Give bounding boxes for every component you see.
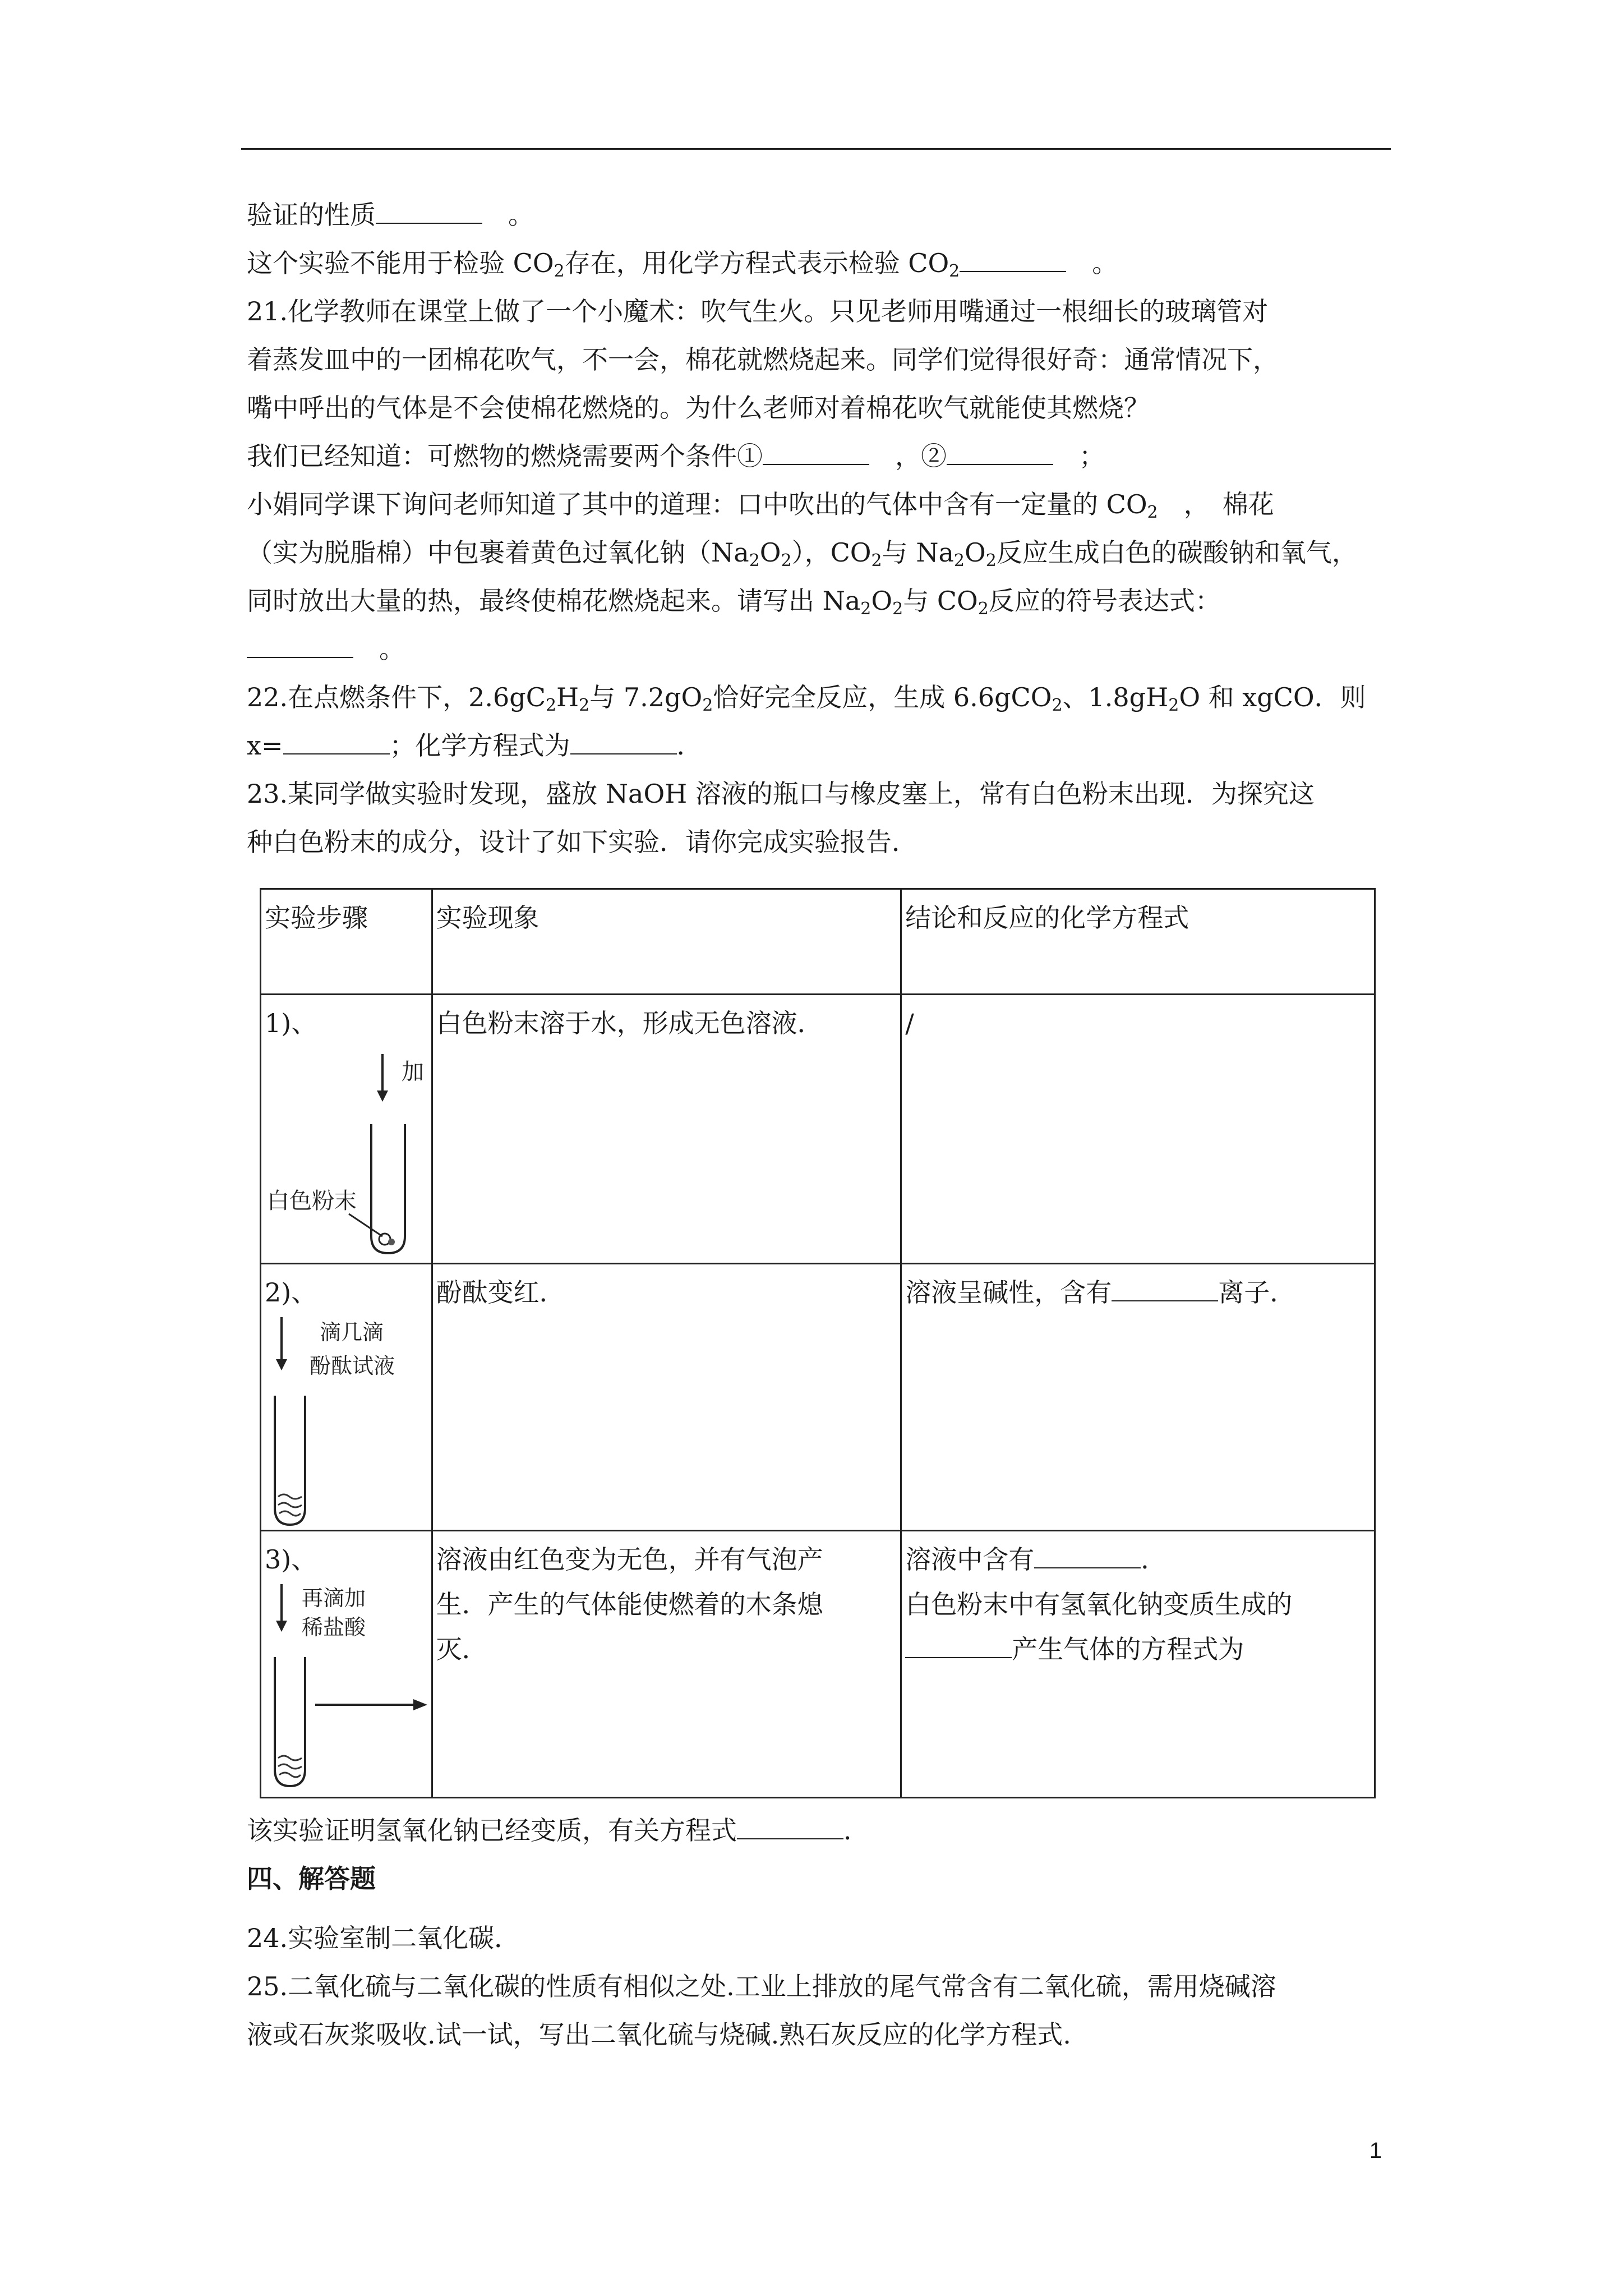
- q21-line4: 我们已经知道：可燃物的燃烧需要两个条件① ，② ；: [247, 432, 1380, 480]
- document-body-lower: [247, 1806, 1380, 2059]
- q23-line2: 种白色粉末的成分，设计了如下实验．请你完成实验报告．: [247, 827, 917, 857]
- answer-blank[interactable]: [763, 435, 869, 465]
- header-step: 实验步骤: [261, 889, 432, 995]
- q21-line8: 。: [247, 625, 1380, 673]
- q24-line: 24.实验室制二氧化碳．: [247, 1923, 520, 1953]
- test-tube-figure-3: [265, 1579, 433, 1797]
- step-cell: [261, 1264, 432, 1531]
- answer-blank[interactable]: [1034, 1538, 1141, 1568]
- figure-label-add-again: 再滴加: [302, 1586, 366, 1611]
- answer-blank[interactable]: [947, 435, 1053, 465]
- q23-line1: 23.某同学做实验时发现，盛放 NaOH 溶液的瓶口与橡皮塞上，常有白色粉末出现．为探究这: [247, 779, 1315, 809]
- q20-line1: 验证的性质 。: [247, 191, 1380, 239]
- table-row: [261, 1531, 1375, 1798]
- answer-blank[interactable]: [283, 724, 390, 754]
- conclusion-cell: 溶液呈碱性，含有 离子．: [901, 1264, 1375, 1531]
- header-phenomenon: 实验现象: [432, 889, 901, 995]
- step-number: 2)、: [265, 1277, 317, 1308]
- experiment-report-table: [260, 888, 1376, 1798]
- q25-line1: 25.二氧化硫与二氧化碳的性质有相似之处.工业上排放的尾气常含有二氧化硫，需用烧碱溶: [247, 1971, 1276, 2001]
- arrow-head-icon: [413, 1699, 427, 1710]
- page-number: 1: [1369, 2138, 1382, 2163]
- conclusion-cell: /: [901, 995, 1375, 1264]
- q21-line2: 着蒸发皿中的一团棉花吹气，不一会，棉花就燃烧起来。同学们觉得很好奇：通常情况下，: [247, 344, 1279, 375]
- q22-line2: x= ；化学方程式为 ．: [247, 721, 1380, 770]
- q21-line5: 小娟同学课下询问老师知道了其中的道理：口中吹出的气体中含有一定量的 $CO_2$ ， 棉花: [247, 489, 1274, 522]
- phenomenon-cell: 酚酞变红．: [432, 1264, 901, 1531]
- liquid-icon: [278, 1756, 302, 1777]
- step-cell: [261, 1531, 432, 1798]
- q21-line1: 21.化学教师在课堂上做了一个小魔术：吹气生火。只见老师用嘴通过一根细长的玻璃管对: [247, 296, 1269, 326]
- section-heading: 四、解答题: [247, 1864, 376, 1894]
- answer-blank[interactable]: [247, 628, 353, 658]
- answer-blank[interactable]: [960, 242, 1066, 272]
- q21-line3: 嘴中呼出的气体是不会使棉花燃烧的。为什么老师对着棉花吹气就能使其燃烧？: [247, 393, 1150, 423]
- q21-line6: （实为脱脂棉）中包裹着黄色过氧化钠$(Na_2O_2)$，$CO_2$与 $Na_2O_2$反应生成白色的碳酸钠和氧气，: [247, 537, 1358, 570]
- arrow-head-icon: [276, 1621, 287, 1632]
- step-number: 3)、: [265, 1544, 317, 1575]
- q20-line2: 这个实验不能用于检验 $CO_2$存在，用化学方程式表示检验 $CO_2$ 。: [247, 239, 1380, 287]
- step-number: 1)、: [265, 1008, 317, 1038]
- q22-line1: 22.在点燃条件下，$2.6gC_2H_2$与 $7.2gO_2$恰好完全反应，生成 6.6gCO$_2$、$1.8gH_2O$ 和 xgCO．则: [247, 682, 1366, 715]
- answer-blank[interactable]: [570, 724, 677, 754]
- figure-label-drops: 滴几滴: [320, 1320, 384, 1345]
- header-conclusion: 结论和反应的化学方程式: [901, 889, 1375, 995]
- q23-after-line: 该实验证明氢氧化钠已经变质，有关方程式 ．: [247, 1806, 1380, 1855]
- q20-text: 验证的性质: [247, 200, 376, 230]
- conclusion-cell: 溶液中含有 ． 白色粉末中有氢氧化钠变质生成的 产生气体的方程式为: [901, 1531, 1375, 1798]
- answer-blank[interactable]: [1112, 1271, 1218, 1301]
- document-body: [247, 191, 1380, 866]
- powder-icon: [388, 1239, 395, 1245]
- table-row: [261, 995, 1375, 1264]
- test-tube-figure-2: [265, 1312, 427, 1530]
- phenomenon-cell: 白色粉末溶于水，形成无色溶液．: [432, 995, 901, 1264]
- arrow-head-icon: [377, 1091, 388, 1102]
- figure-label-powder: 白色粉末: [267, 1188, 357, 1214]
- phenomenon-cell: 溶液由红色变为无色，并有气泡产 生．产生的气体能使燃着的木条熄 灭．: [432, 1531, 901, 1798]
- figure-label-hcl: 稀盐酸: [302, 1615, 366, 1640]
- table-row: [261, 1264, 1375, 1531]
- arrow-head-icon: [276, 1359, 287, 1370]
- answer-blank[interactable]: [737, 1809, 843, 1839]
- liquid-icon: [278, 1494, 302, 1516]
- pointer-line: [349, 1214, 382, 1236]
- answer-blank[interactable]: [376, 194, 482, 224]
- q25-line2: 液或石灰浆吸收.试一试，写出二氧化硫与烧碱.熟石灰反应的化学方程式.: [247, 2019, 1071, 2050]
- q21-line7: 同时放出大量的热，最终使棉花燃烧起来。请写出 $Na_2O_2$与 $CO_2$反应的符号表达式：: [247, 586, 1221, 619]
- header-rule: [241, 148, 1391, 150]
- figure-label-phenolphthalein: 酚酞试液: [310, 1354, 395, 1378]
- test-tube-figure-1: [265, 1046, 427, 1264]
- step-cell: [261, 995, 432, 1264]
- figure-label-add: 加: [402, 1059, 424, 1085]
- table-header-row: [261, 889, 1375, 995]
- answer-blank[interactable]: [905, 1628, 1012, 1658]
